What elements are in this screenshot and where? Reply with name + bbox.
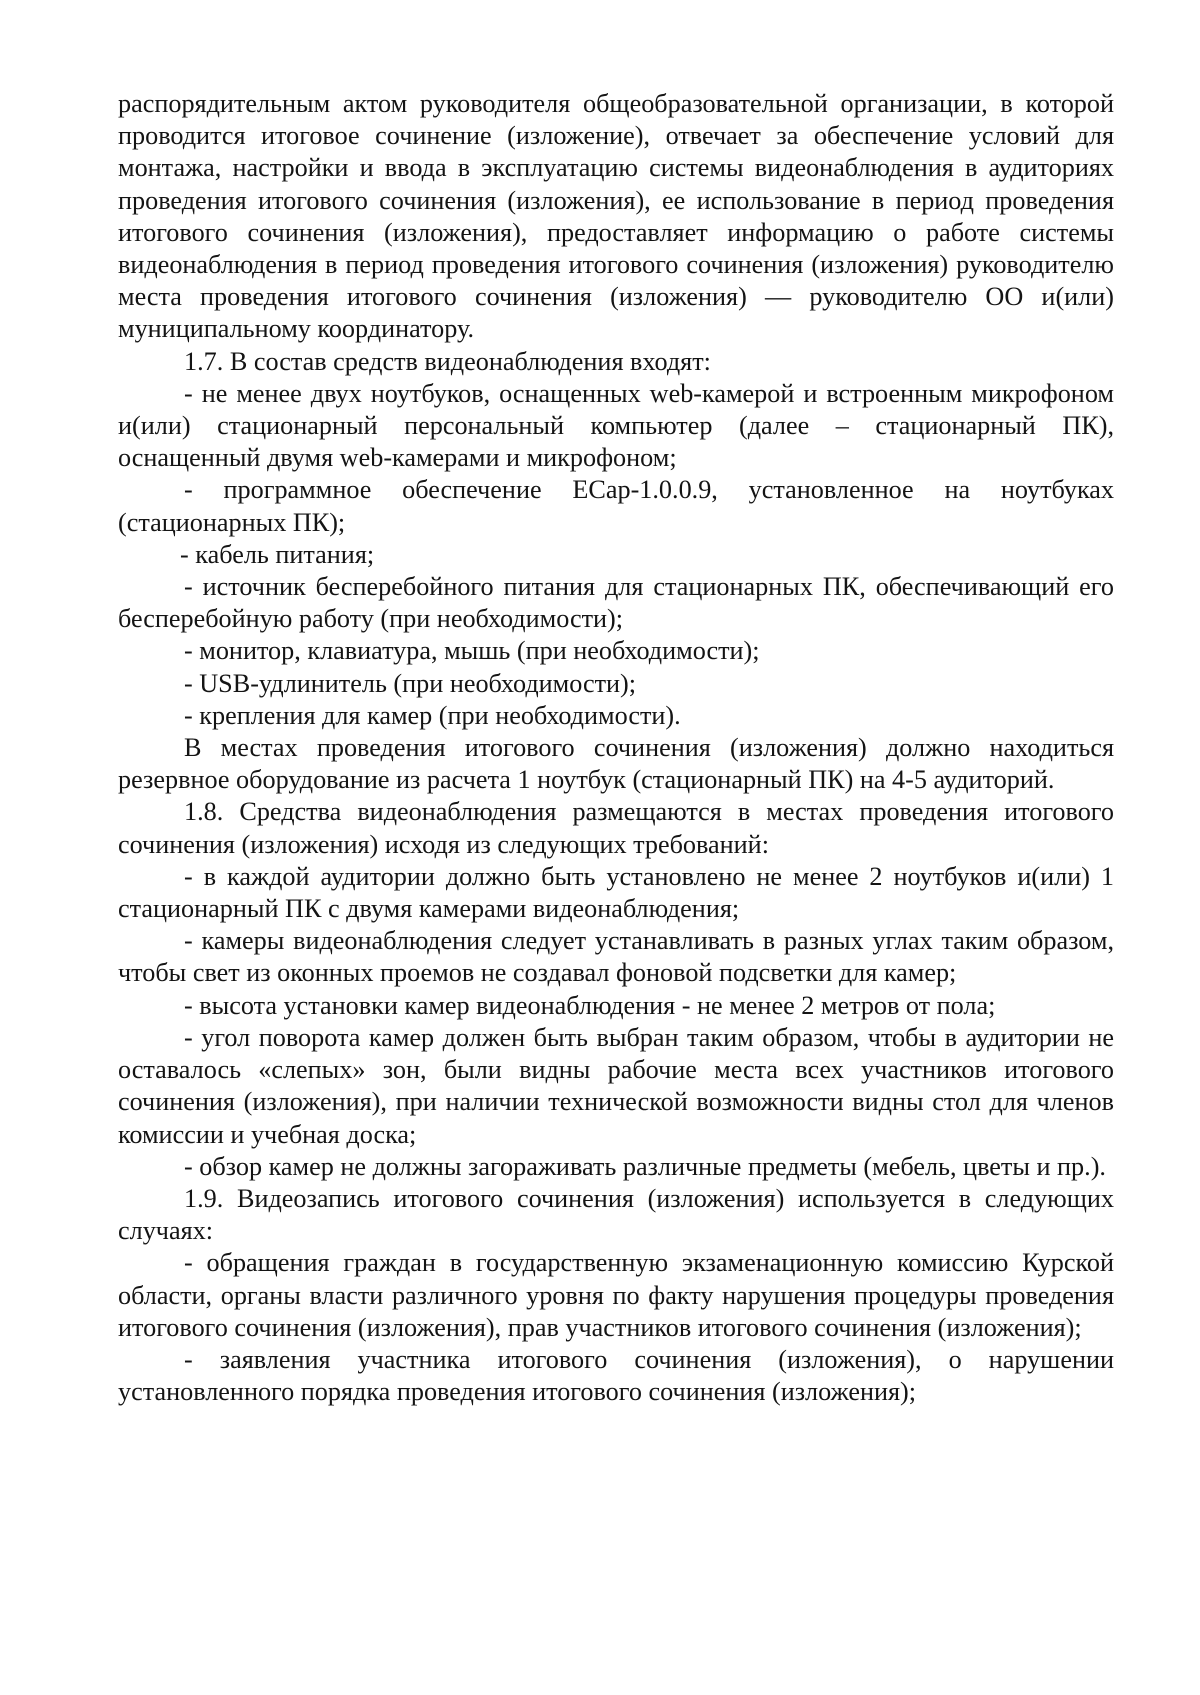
list-item-laptops: - не менее двух ноутбуков, оснащенных web-камерой и встроенным микрофоном и(или) стационарный персональный компьютер (далее – стационарный ПК), оснащенный двумя web-камерами и микрофоном;	[118, 378, 1114, 473]
list-item-camera-height: - высота установки камер видеонаблюдения - не менее 2 метров от пола;	[184, 990, 996, 1020]
list-item-participant-statements: - заявления участника итогового сочинения (изложения), о нарушении установленного порядка проведения итогового сочинения (изложения);	[118, 1344, 1114, 1407]
list-item-monitor: - монитор, клавиатура, мышь (при необходимости);	[184, 636, 760, 666]
list-item-citizen-appeals: - обращения граждан в государственную экзаменационную комиссию Курской области, органы власти различного уровня по факту нарушения процедуры проведения итогового сочинения (изложения), прав участников итогового сочинения (изложения);	[118, 1248, 1114, 1342]
list-item-software: - программное обеспечение ECap-1.0.0.9, установленное на ноутбуках (стационарных ПК);	[118, 475, 1114, 537]
paragraph-1-8-heading: 1.8. Средства видеонаблюдения размещаются в местах проведения итогового сочинения (изложения) исходя из следующих требований:	[118, 797, 1114, 859]
list-item-camera-angle: - угол поворота камер должен быть выбран таким образом, чтобы в аудитории не оставалось «слепых» зон, были видны рабочие места всех участников итогового сочинения (изложения), при наличии технической возможности видны стол для членов комиссии и учебная доска;	[118, 1022, 1114, 1149]
list-item-camera-corners: - камеры видеонаблюдения следует устанавливать в разных углах таким образом, чтобы свет из оконных проемов не создавал фоновой подсветки для камер;	[118, 926, 1114, 988]
paragraph-intro: распорядительным актом руководителя общеобразовательной организации, в которой проводится итоговое сочинение (изложение), отвечает за обеспечение условий для монтажа, настройки и ввода в эксплуатацию системы видеонаблюдения в аудиториях проведения итогового сочинения (изложения), ее использование в период проведения итогового сочинения (изложения), предоставляет информацию о работе системы видеонаблюдения в период проведения итогового сочинения (изложения) руководителю места проведения итогового сочинения (изложения) — руководителю ОО и(или) муниципальному координатору.	[118, 89, 1114, 344]
list-item-camera-mounts: - крепления для камер (при необходимости).	[184, 700, 681, 730]
list-item-ups: - источник бесперебойного питания для стационарных ПК, обеспечивающий его бесперебойную работу (при необходимости);	[118, 572, 1114, 634]
list-item-cameras-per-room: - в каждой аудитории должно быть установлено не менее 2 ноутбуков и(или) 1 стационарный ПК с двумя камерами видеонаблюдения;	[118, 861, 1114, 924]
paragraph-reserve-equipment: В местах проведения итогового сочинения (изложения) должно находиться резервное оборудование из расчета 1 ноутбук (стационарный ПК) на 4-5 аудиторий.	[118, 733, 1114, 795]
paragraph-1-9-heading: 1.9. Видеозапись итогового сочинения (изложения) используется в следующих случаях:	[118, 1183, 1114, 1246]
document-body	[118, 88, 1114, 1408]
list-item-usb-extender: - USB-удлинитель (при необходимости);	[184, 668, 637, 698]
list-item-power-cable: - кабель питания;	[180, 539, 375, 569]
paragraph-1-7-heading: 1.7. В состав средств видеонаблюдения входят:	[184, 346, 711, 376]
list-item-camera-view: - обзор камер не должны загораживать различные предметы (мебель, цветы и пр.).	[184, 1151, 1106, 1181]
